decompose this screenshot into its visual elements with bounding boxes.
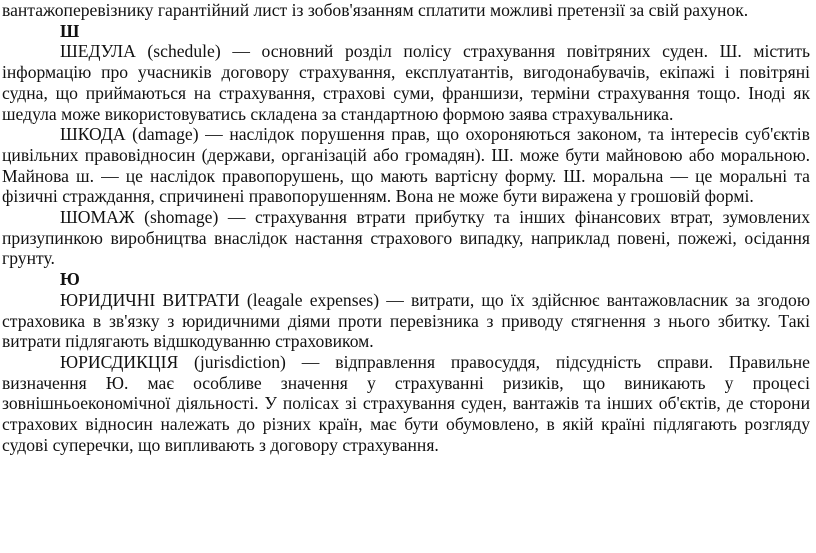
entry-legal-expenses: ЮРИДИЧНІ ВИТРАТИ (leagale expenses) — витрати, що їх здійснює вантажовласник за згодою страховика в зв'язку з юридичними діями проти перевізника з приводу стягнення з нього збитку. Такі витрати підлягають відшкодуванню страховиком.	[2, 289, 810, 352]
entry-damage: ШКОДА (damage) — наслідок порушення прав, що охороняються законом, та інтересів суб'єктів цивільних правовідносин (держави, організацій або громадян). Ш. може бути майновою або моральною. Майнова ш. — це наслідок правопорушень, що мають вартісну форму. Ш. моральна — це моральні та фізичні страждання, спричинені правопорушенням. Вона не може бути виражена у грошовій формі.	[2, 124, 810, 207]
entry-shomage: ШОМАЖ (shomage) — страхування втрати прибутку та інших фінансових втрат, зумовлених призупинкою виробництва внаслідок настання страхового випадку, наприклад повені, пожежі, осідання грунту.	[2, 207, 810, 269]
intro-paragraph: вантажоперевізнику гарантійний лист із зобов'язанням сплатити можливі претензії за свій рахунок.	[2, 0, 749, 20]
entry-schedule: ШЕДУЛА (schedule) — основний розділ полісу страхування повітряних суден. Ш. містить інформацію про учасників договору страхування, експлуатантів, вигодонабувачів, екіпажі і повітряні судна, що приймаються на страхування, страхові суми, франшизи, терміни страхування тощо. Іноді як шедула може використовуватись складена за стандартною формою заява страхувальника.	[2, 41, 810, 124]
section-letter-yu: Ю	[60, 269, 80, 290]
section-letter-sh: Ш	[60, 20, 80, 41]
entry-jurisdiction: ЮРИСДИКЦІЯ (jurisdiction) — відправлення правосуддя, підсудність справи. Правильне визначення Ю. має особливе значення у страхуванні ризиків, що виникають у процесі зовнішньоекономічної діяльності. У полісах зі страхування суден, вантажів та інших об'єктів, де сторони страхових відносин належать до різних країн, має бути обумовлено, в якій країні підлягають розгляду судові суперечки, що випливають з договору страхування.	[2, 351, 810, 455]
